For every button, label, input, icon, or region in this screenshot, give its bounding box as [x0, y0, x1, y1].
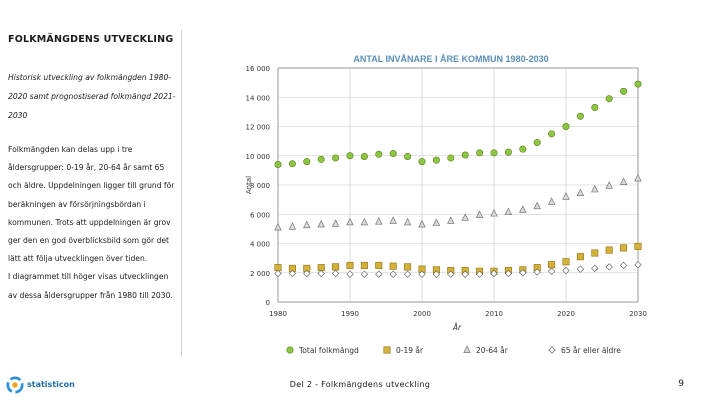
- data-point: [577, 253, 583, 259]
- data-point: [376, 151, 382, 157]
- data-point: [332, 155, 338, 161]
- vertical-divider: [181, 30, 182, 357]
- data-point: [433, 219, 439, 225]
- data-point: [404, 264, 410, 270]
- data-point: [361, 153, 367, 159]
- data-point: [332, 270, 338, 276]
- data-point: [287, 347, 293, 353]
- data-point: [549, 347, 555, 353]
- data-point: [476, 150, 482, 156]
- data-point: [592, 104, 598, 110]
- data-point: [505, 149, 511, 155]
- data-point: [384, 347, 390, 353]
- paragraph-1: Folkmängden kan delas upp i tre åldersgrupper: 0-19 år, 20-64 år samt 65 och äldre. Uppdelningen ligger till grund för beräkningen av försörjningsbördan i kommunen. Trots att uppdelningen är grov ger den en god överblicksbild som gör det lätt att följa utvecklingen över tiden.: [8, 145, 175, 264]
- data-point: [592, 250, 598, 256]
- data-point: [390, 263, 396, 269]
- x-tick-label: 2010: [485, 310, 503, 318]
- data-point: [620, 245, 626, 251]
- y-tick-label: 14 000: [245, 94, 270, 103]
- series-total-folkm-ngd: [275, 81, 641, 168]
- y-tick-label: 0: [265, 299, 270, 307]
- legend-item: [464, 346, 509, 355]
- slide-heading: FOLKMÄNGDENS UTVECKLING: [8, 34, 174, 45]
- data-point: [304, 158, 310, 164]
- data-point: [520, 146, 526, 152]
- legend-label: 65 år eller äldre: [561, 346, 621, 355]
- company-logo: [6, 376, 75, 394]
- data-point: [563, 193, 569, 199]
- data-point: [577, 113, 583, 119]
- text-panel: [8, 30, 178, 305]
- logo-icon: [6, 376, 24, 394]
- data-point: [289, 161, 295, 167]
- data-point: [376, 262, 382, 268]
- data-point: [620, 88, 626, 94]
- data-point: [464, 346, 470, 352]
- data-point: [635, 243, 641, 249]
- data-point: [390, 217, 396, 223]
- chart-title: ANTAL INVÅNARE I ÅRE KOMMUN 1980-2030: [353, 54, 549, 64]
- y-axis-label: Antal: [245, 175, 253, 195]
- data-point: [433, 157, 439, 163]
- data-point: [462, 152, 468, 158]
- legend-label: 0-19 år: [396, 346, 424, 355]
- data-point: [534, 202, 540, 208]
- data-point: [275, 224, 281, 230]
- paragraph-2: I diagrammet till höger visas utvecklingen av dessa åldersgrupper från 1980 till 2030.: [8, 272, 173, 300]
- data-point: [332, 220, 338, 226]
- data-point: [592, 265, 598, 271]
- data-point: [592, 186, 598, 192]
- data-point: [577, 189, 583, 195]
- data-point: [361, 218, 367, 224]
- legend-label: 20-64 år: [476, 346, 508, 355]
- data-point: [404, 218, 410, 224]
- data-point: [304, 221, 310, 227]
- y-tick-label: 12 000: [245, 123, 270, 132]
- x-tick-label: 1980: [269, 310, 287, 318]
- page-number: 9: [678, 379, 684, 389]
- legend: [287, 346, 621, 355]
- y-tick-label: 2 000: [249, 269, 270, 278]
- series-65-r-eller-ldre: [275, 262, 641, 278]
- data-point: [534, 139, 540, 145]
- y-tick-label: 6 000: [249, 211, 270, 220]
- data-point: [376, 271, 382, 277]
- data-point: [491, 210, 497, 216]
- data-point: [332, 264, 338, 270]
- x-tick-label: 2000: [413, 310, 431, 318]
- data-point: [347, 271, 353, 277]
- data-point: [404, 153, 410, 159]
- data-point: [548, 198, 554, 204]
- data-point: [606, 96, 612, 102]
- data-point: [606, 247, 612, 253]
- data-point: [635, 262, 641, 268]
- data-point: [491, 150, 497, 156]
- data-point: [275, 161, 281, 167]
- y-tick-label: 10 000: [245, 152, 270, 161]
- chart-svg: [232, 48, 652, 364]
- series-0-19-r: [275, 243, 641, 274]
- data-point: [390, 271, 396, 277]
- x-axis-label: År: [452, 323, 462, 332]
- data-point: [289, 223, 295, 229]
- y-tick-label: 16 000: [245, 65, 270, 73]
- y-tick-label: 4 000: [249, 240, 270, 249]
- x-tick-label: 2030: [629, 310, 647, 318]
- logo-text: statisticon: [27, 380, 75, 389]
- data-point: [404, 271, 410, 277]
- data-point: [635, 81, 641, 87]
- population-chart: [232, 48, 652, 364]
- data-point: [448, 217, 454, 223]
- data-point: [548, 262, 554, 268]
- data-point: [563, 259, 569, 265]
- legend-label: Total folkmängd: [299, 346, 359, 355]
- data-point: [620, 262, 626, 268]
- y-tick-label: 8 000: [249, 182, 270, 190]
- x-tick-label: 2020: [557, 310, 575, 318]
- data-point: [635, 175, 641, 181]
- grid: [278, 68, 638, 302]
- legend-item: [549, 346, 621, 355]
- axes: [246, 65, 647, 318]
- x-tick-label: 1990: [341, 310, 359, 318]
- series-20-64-r: [275, 175, 641, 230]
- series: [275, 81, 641, 278]
- data-point: [318, 156, 324, 162]
- footer-section-title: Del 2 - Folkmängdens utveckling: [289, 380, 431, 389]
- data-point: [606, 264, 612, 270]
- data-point: [390, 150, 396, 156]
- data-point: [620, 178, 626, 184]
- data-point: [347, 262, 353, 268]
- data-point: [347, 218, 353, 224]
- data-point: [577, 266, 583, 272]
- data-point: [548, 131, 554, 137]
- data-point: [318, 221, 324, 227]
- data-point: [419, 221, 425, 227]
- data-point: [548, 268, 554, 274]
- data-point: [361, 271, 367, 277]
- data-point: [376, 218, 382, 224]
- data-point: [448, 155, 454, 161]
- data-point: [563, 123, 569, 129]
- slide-subtitle: Historisk utveckling av folkmängden 1980-2020 samt prognostiserad folkmängd 2021-2030: [8, 73, 176, 120]
- data-point: [275, 270, 281, 276]
- data-point: [361, 262, 367, 268]
- data-point: [347, 153, 353, 159]
- data-point: [462, 214, 468, 220]
- legend-item: [384, 346, 424, 355]
- data-point: [505, 208, 511, 214]
- data-point: [520, 206, 526, 212]
- data-point: [318, 270, 324, 276]
- legend-item: [287, 346, 359, 355]
- data-point: [419, 158, 425, 164]
